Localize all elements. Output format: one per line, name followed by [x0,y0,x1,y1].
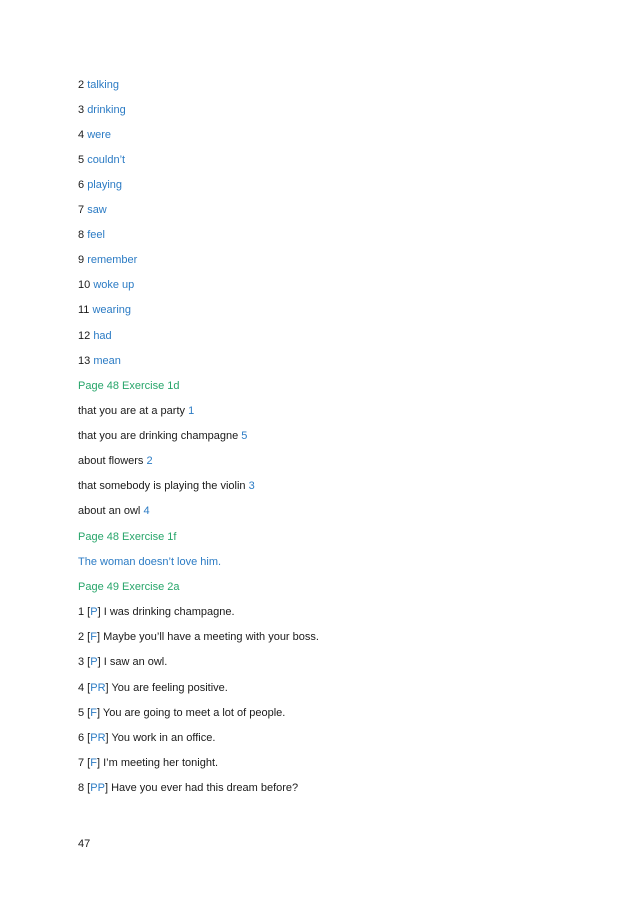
exercise-heading: Page 48 Exercise 1f [78,531,177,543]
match-line: that somebody is playing the violin 3 [78,480,255,492]
page-number: 47 [78,838,91,850]
tagged-line: 7 [F] I’m meeting her tonight. [78,757,219,769]
answer-line: 9 remember [78,254,138,266]
tagged-line: 5 [F] You are going to meet a lot of people. [78,707,286,719]
answer-line: 6 playing [78,179,123,191]
match-line: about flowers 2 [78,455,153,467]
tagged-line: 4 [PR] You are feeling positive. [78,682,228,694]
match-line: that you are drinking champagne 5 [78,430,248,442]
exercise-answer: The woman doesn’t love him. [78,556,222,568]
answer-line: 3 drinking [78,104,126,116]
answer-line: 12 had [78,330,112,342]
tagged-line: 6 [PR] You work in an office. [78,732,216,744]
answer-line: 8 feel [78,229,105,241]
match-line: that you are at a party 1 [78,405,195,417]
answer-line: 10 woke up [78,279,135,291]
match-line: about an owl 4 [78,505,150,517]
answer-line: 5 couldn’t [78,154,126,166]
answer-line: 11 wearing [78,304,132,316]
answer-line: 2 talking [78,79,119,91]
answer-line: 4 were [78,129,112,141]
tagged-line: 8 [PP] Have you ever had this dream before? [78,782,299,794]
exercise-heading: Page 48 Exercise 1d [78,380,180,392]
tagged-line: 3 [P] I saw an owl. [78,656,168,668]
exercise-heading: Page 49 Exercise 2a [78,581,180,593]
answer-line: 7 saw [78,204,107,216]
tagged-line: 2 [F] Maybe you’ll have a meeting with your boss. [78,631,319,643]
answer-line: 13 mean [78,355,121,367]
tagged-line: 1 [P] I was drinking champagne. [78,606,235,618]
